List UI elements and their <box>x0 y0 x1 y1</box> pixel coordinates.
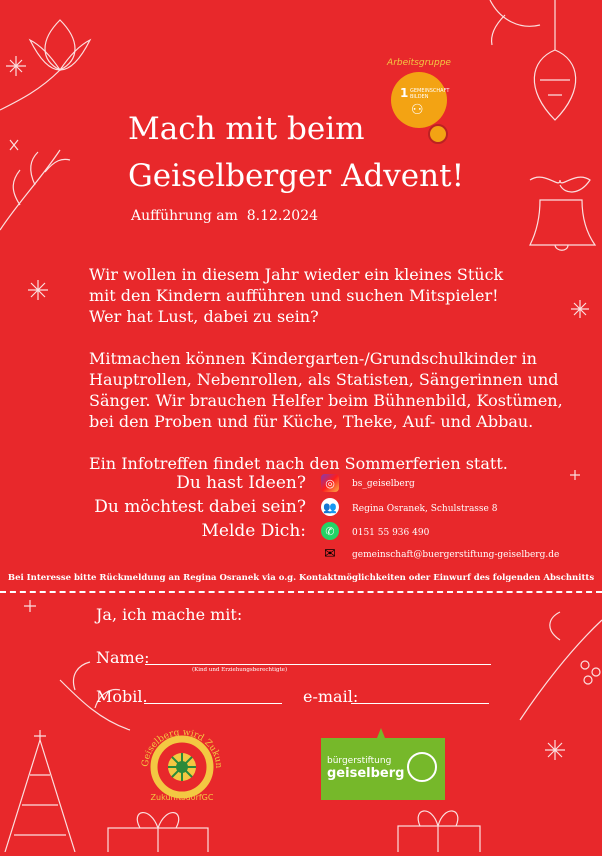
buergerstiftung-logo <box>321 738 445 800</box>
page-title-line1: Mach mit beim <box>128 111 365 147</box>
people-icon: 👥 <box>321 498 339 516</box>
badge-circle <box>391 72 450 128</box>
contact-email: gemeinschaft@buergerstiftung-geiselberg.de <box>352 550 560 560</box>
details-line-4: bei den Proben und für Küche, Theke, Auf- und Abbau. <box>89 412 534 431</box>
arbeitsgruppe-badge <box>386 58 452 148</box>
tree-icon <box>407 752 437 782</box>
badge-text: GEMEINSCHAFT BILDEN <box>410 88 450 100</box>
details-line-2: Hauptrollen, Nebenrollen, als Statisten, Sängerinnen und <box>89 370 559 389</box>
contact-person: Regina Osranek, Schulstrasse 8 <box>352 504 498 514</box>
tree-ornament-icon <box>5 730 75 852</box>
email-line[interactable] <box>351 703 489 704</box>
badge-number: 1 <box>400 86 409 100</box>
people-icon: ⚇ <box>411 102 424 118</box>
whatsapp-icon: ✆ <box>321 522 339 540</box>
zukunft-caption: ZukunftsdorfGC <box>150 793 214 802</box>
performance-date: Aufführung am 8.12.2024 <box>131 208 319 224</box>
name-line[interactable] <box>145 664 491 665</box>
stiftung-line1: bürgerstiftung <box>327 756 392 766</box>
gift-box-icon <box>108 811 480 852</box>
stiftung-line2: geiselberg <box>327 766 405 781</box>
email-icon: ✉ <box>324 546 336 562</box>
mobile-line[interactable] <box>144 703 282 704</box>
report-label: Melde Dich: <box>201 521 306 541</box>
email-label: e-mail: <box>303 687 359 706</box>
details-line-1: Mitmachen können Kindergarten-/Grundschulkinder in <box>89 349 537 368</box>
details-line-3: Sänger. Wir brauchen Helfer beim Bühnenbild, Kostümen, <box>89 391 563 410</box>
cut-line <box>0 591 602 593</box>
intro-line-1: Wir wollen in diesem Jahr wieder ein kleines Stück <box>89 265 504 284</box>
infotreffen-text: Ein Infotreffen findet nach den Sommerferien statt. <box>89 454 508 473</box>
flower-ornament-icon <box>0 20 90 110</box>
badge-small-logo <box>428 124 448 144</box>
mobile-label: Mobil. <box>96 687 148 706</box>
intro-line-2: mit den Kindern aufführen und suchen Mitspieler! <box>89 286 499 305</box>
instagram-handle: bs_geiselberg <box>352 479 415 489</box>
bauble-ornament-icon <box>490 0 576 120</box>
page-title-line2: Geiselberger Advent! <box>128 158 465 194</box>
contact-phone: 0151 55 936 490 <box>352 528 430 538</box>
intro-line-3: Wer hat Lust, dabei zu sein? <box>89 307 319 326</box>
berry-branch-icon <box>520 612 602 720</box>
instagram-icon: ◎ <box>321 474 339 492</box>
name-hint: (Kind und Erziehungsberechtigte) <box>192 667 288 673</box>
village-skyline-icon <box>321 724 445 754</box>
ideas-label: Du hast Ideen? <box>176 473 306 493</box>
badge-title: Arbeitsgruppe <box>387 58 451 68</box>
join-label: Du möchtest dabei sein? <box>94 497 306 517</box>
name-label: Name: <box>96 648 150 667</box>
zukunftsdorf-logo <box>134 727 230 807</box>
form-heading: Ja, ich mache mit: <box>96 605 243 624</box>
zukunft-ring-text: Geiselberg wird Zukun <box>140 727 224 769</box>
bell-ornament-icon <box>530 177 595 250</box>
notice-text: Bei Interesse bitte Rückmeldung an Regina Osranek via o.g. Kontaktmöglichkeiten oder Einwurf des folgenden Abschnitts <box>7 573 595 583</box>
branch-ornament-icon <box>0 140 70 230</box>
zukunftsdorf-ring-icon <box>134 727 230 799</box>
